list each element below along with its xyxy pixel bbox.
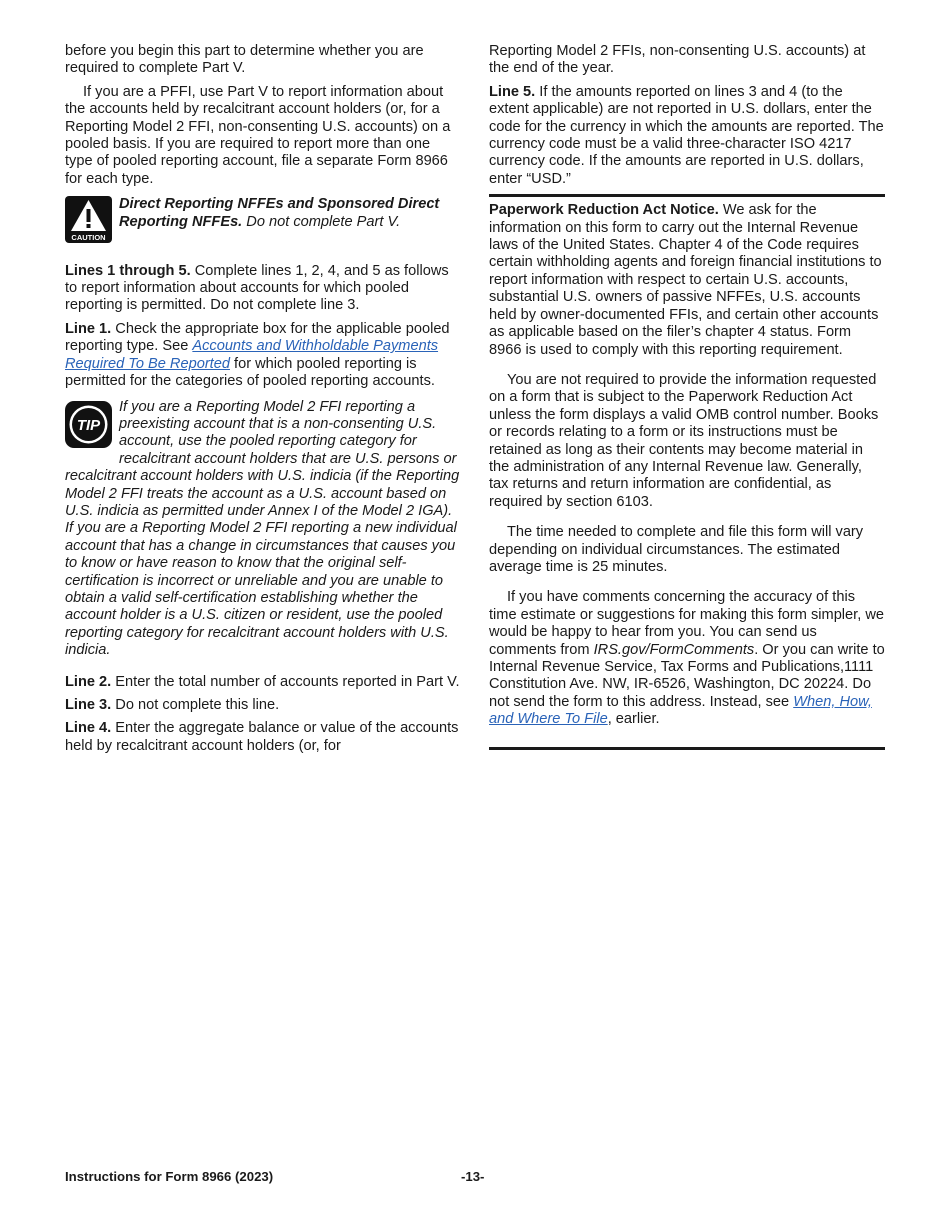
- line-2-text: Enter the total number of accounts reported in Part V.: [111, 673, 460, 690]
- line-4-paragraph: [65, 720, 460, 755]
- caution-text: [119, 196, 460, 248]
- paperwork-reduction-heading: Paperwork Reduction Act Notice.: [489, 202, 719, 219]
- line-2-paragraph: [65, 674, 460, 691]
- comments-text-3: , earlier.: [607, 711, 660, 728]
- paperwork-reduction-text: We ask for the information on this form to carry out the Internal Revenue laws of the United States. Chapter 4 of the Code requires certain withholding agents and foreign financial institutions to report information with respect to certain U.S. accounts, substantial U.S. owners of passive NFFEs, U.S. accounts held by owner-documented FFIs, and certain other accounts as applicable based on the filer’s chapter 4 status. Form 8966 is used to comply with this reporting requirement.: [489, 202, 882, 358]
- line-3-paragraph: [65, 697, 460, 714]
- caution-notice: [65, 196, 460, 248]
- tip-icon-label: TIP: [76, 416, 101, 434]
- tip-notice: [65, 399, 460, 660]
- paperwork-reduction-paragraph: [489, 202, 885, 359]
- line-1-text-after: for which pooled reporting is permitted for the categories of pooled reporting accounts.: [65, 355, 435, 390]
- line-3-text: Do not complete this line.: [111, 697, 280, 713]
- line-5-paragraph: [489, 84, 885, 188]
- comments-paragraph: [489, 589, 885, 728]
- when-how-where-to-file-link[interactable]: When, How, and Where To File: [489, 693, 872, 728]
- caution-icon: [65, 196, 112, 248]
- line-4-text: Enter the aggregate balance or value of the accounts held by recalcitrant account holders (or, for: [65, 720, 459, 754]
- tip-text: If you are a Reporting Model 2 FFI reporting a preexisting account that is a non-consenting U.S. account, use the pooled reporting category for recalcitrant account holders that are U.S. persons or recalcitrant account holders with U.S. indicia (if the Reporting Model 2 FFI treats the account as a U.S. account based on U.S. indicia as permitted under Annex I of the Model 2 IGA). If you are a Reporting Model 2 FFI reporting a new individual account that has a change in circumstances that causes you to know or have reason to know that the original self-certification is incorrect or unreliable and you are unable to obtain a valid self-certification establishing whether the account holder is a U.S. citizen or resident, use the pooled reporting category for recalcitrant account holders with U.S. indicia.: [65, 398, 460, 659]
- section-divider-bottom: [489, 747, 885, 750]
- lines-1-5-heading: Lines 1 through 5.: [65, 262, 191, 279]
- lines-1-5-text: Complete lines 1, 2, 4, and 5 as follows to report information about accounts for which pooled reporting is permitted. Do not complete line 3.: [65, 262, 449, 314]
- omb-paragraph: You are not required to provide the information requested on a form that is subject to the Paperwork Reduction Act unless the form displays a valid OMB control number. Books or records relating to a form or its instructions must be retained as long as their contents may become material in the administration of any Internal Revenue law. Generally, tax returns and return information are confidential, as required by section 6103.: [489, 371, 879, 510]
- line-5-heading: Line 5.: [489, 83, 536, 100]
- line-1-heading: Line 1.: [65, 320, 112, 337]
- caution-heading: Direct Reporting NFFEs and Sponsored Direct Reporting NFFEs.: [119, 196, 440, 230]
- footer-form-title: Instructions for Form 8966 (2023): [65, 1169, 274, 1184]
- intro-continued: before you begin this part to determine whether you are required to complete Part V.: [65, 43, 424, 77]
- line-1-paragraph: [65, 321, 460, 391]
- time-estimate-paragraph: The time needed to complete and file this form will vary depending on individual circumstances. The estimated average time is 25 minutes.: [489, 524, 864, 575]
- line-4-heading: Line 4.: [65, 720, 112, 737]
- comments-text-2: . Or you can write to Internal Revenue Service, Tax Forms and Publications,1111 Constitution Ave. NW, IR-6526, Washington, DC 20224. Do not send the form to this address. Instead, see: [489, 641, 885, 710]
- line-5-text: If the amounts reported on lines 3 and 4 (to the extent applicable) are not reported in U.S. dollars, enter the code for the currency in which the amounts are reported. The currency code must be a valid three-character ISO 4217 currency code. If the amounts are reported in U.S. dollars, enter “USD.”: [489, 83, 884, 187]
- lines-1-5-paragraph: [65, 263, 460, 315]
- line-3-heading: Line 3.: [65, 697, 112, 713]
- line-4-continued: Reporting Model 2 FFIs, non-consenting U.S. accounts) at the end of the year.: [489, 43, 866, 77]
- accounts-withholdable-payments-link[interactable]: Accounts and Withholdable Payments Required To Be Reported: [65, 338, 439, 372]
- page-number: -13-: [461, 1169, 485, 1184]
- form-comments-url: IRS.gov/FormComments: [593, 641, 755, 658]
- left-column: [65, 43, 460, 761]
- line-2-heading: Line 2.: [65, 673, 112, 690]
- section-divider-top: [489, 194, 885, 197]
- caution-icon-label: CAUTION: [71, 233, 106, 243]
- right-column: [489, 43, 885, 750]
- pffi-paragraph: If you are a PFFI, use Part V to report information about the accounts held by recalcitrant account holders (or, for a Reporting Model 2 FFI, non-consenting U.S. accounts) on a pooled basis. If you are required to report more than one type of pooled reporting account, file a separate Form 8966 for each type.: [65, 83, 451, 187]
- caution-body: Do not complete Part V.: [242, 213, 401, 230]
- comments-text-1: If you have comments concerning the accuracy of this time estimate or suggestions for making this form simpler, we would be happy to hear from you. You can send us comments from: [489, 589, 884, 658]
- tip-icon: [65, 401, 112, 453]
- line-1-text-before: Check the appropriate box for the applicable pooled reporting type. See: [65, 320, 450, 355]
